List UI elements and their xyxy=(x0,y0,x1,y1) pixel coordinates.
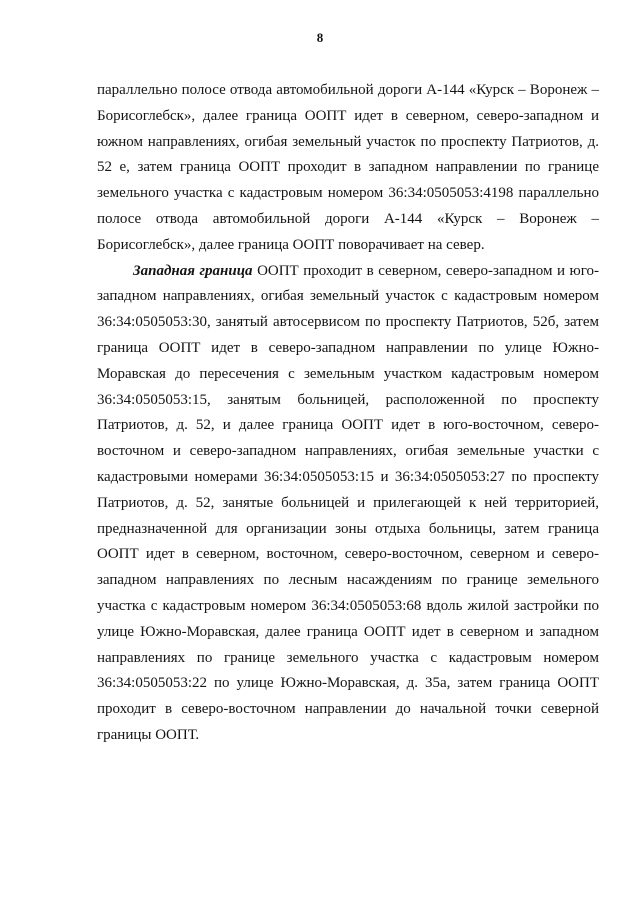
paragraph-western-boundary xyxy=(97,259,599,749)
section-lead-western-boundary: Западная граница xyxy=(133,262,253,279)
page-number: 8 xyxy=(316,30,324,45)
paragraph-continuation: параллельно полосе отвода автомобильной дороги А-144 «Курск – Воронеж – Борисоглебск», далее граница ООПТ идет в северном, северо-западном и южном направлениях, огибая земельный участок по проспекту Патриотов, д. 52 е, затем граница ООПТ проходит в западном направлении по границе земельного участка с кадастровым номером 36:34:0505053:4198 параллельно полосе отвода автомобильной дороги А-144 «Курск – Воронеж – Борисоглебск», далее граница ООПТ поворачивает на север. xyxy=(97,82,599,253)
paragraph-western-boundary-text: ООПТ проходит в северном, северо-западном и юго-западном направлениях, огибая земельный участок с кадастровым номером 36:34:0505053:30, занятый автосервисом по проспекту Патриотов, 52б, затем граница ООПТ идет в северо-западном направлении по улице Южно-Моравская до пересечения с земельным участком кадастровым номером 36:34:0505053:15, занятым больницей, расположенной по проспекту Патриотов, д. 52, и далее граница ООПТ идет в юго-восточном, северо-восточном и северо-западном направлениях, огибая земельные участки с кадастровыми номерами 36:34:0505053:15 и 36:34:0505053:27 по проспекту Патриотов, д. 52, занятые больницей и прилегающей к ней территорией, предназначенной для организации зоны отдыха больницы, затем граница ООПТ идет в северном, восточном, северо-восточном, северном и северо-западном направлениях по лесным насаждениям по границе земельного участка с кадастровым номером 36:34:0505053:68 вдоль жилой застройки по улице Южно-Моравская, далее граница ООПТ идет в северном и западном направлениях по границе земельного участка с кадастровым номером 36:34:0505053:22 по улице Южно-Моравская, д. 35а, затем граница ООПТ проходит в северо-восточном направлении до начальной точки северной границы ООПТ. xyxy=(97,262,599,743)
document-body xyxy=(97,78,599,749)
